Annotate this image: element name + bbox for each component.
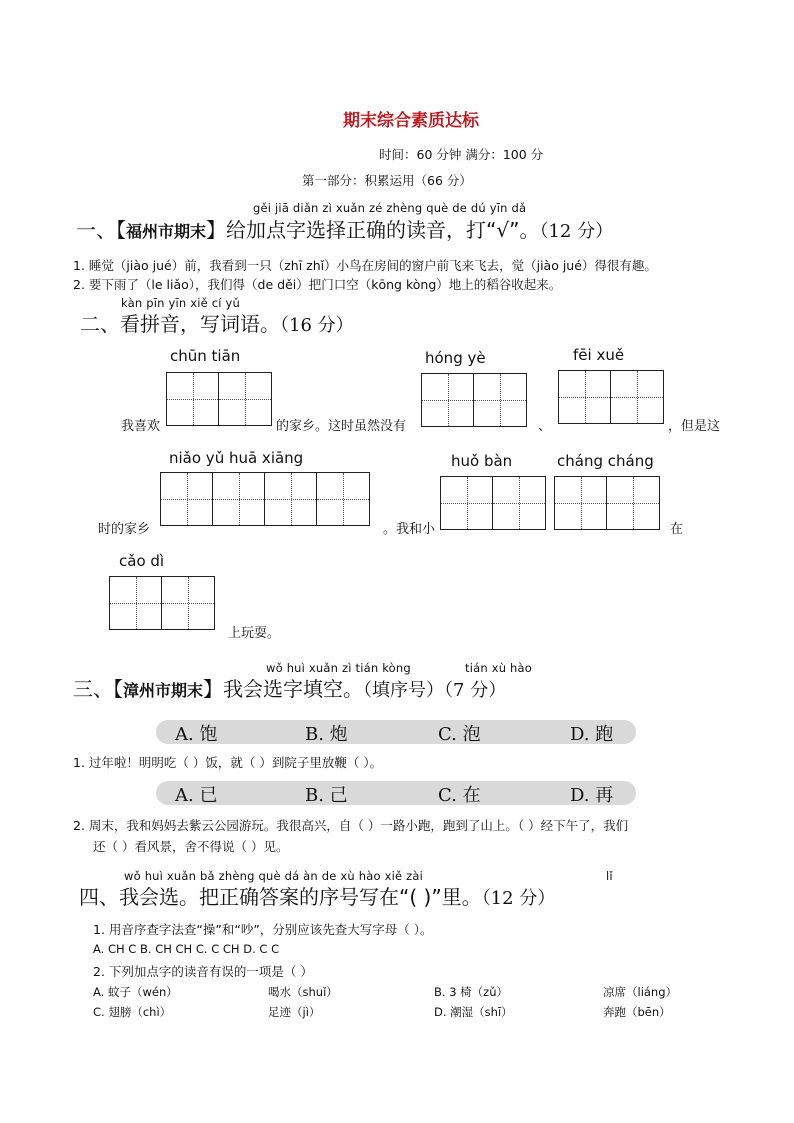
section3-prefix: 三、【 [73,677,123,701]
q2-item: C. 翅膀（chì） [93,1005,172,1019]
section4-q1: 1. 用音序查字法查“操”和“吵”，分别应该先查大写字母（ ）。 [93,922,433,937]
section1-heading [76,214,613,243]
section3-q1: 1. 过年啦！明明吃（ ）饭，就（ ）到院子里放鞭（ ）。 [73,755,383,770]
section1-q1: 1. 睡觉（jiào jué）前，我看到一只（zhī zhǐ）小鸟在房间的窗户前飞来飞去，觉（jiào jué）得很有趣。 [73,258,657,273]
page-title: 期末综合素质达标 [343,111,479,131]
text1: 我喜欢 [121,419,161,434]
section1-prefix: 一、【 [76,218,126,242]
time-score: 时间：60 分钟 满分：100 分 [379,147,544,162]
word4-box[interactable] [160,472,370,526]
word7-pinyin: cǎo dì [119,552,165,570]
options-bar-2 [156,781,636,805]
section3-source: 漳州市期末 [123,681,204,700]
text2: 的家乡。这时虽然没有 [276,419,407,434]
option2-c: C. 在 [438,785,481,806]
word2-box[interactable] [421,373,527,427]
word5-pinyin: huǒ bàn [451,452,513,470]
section2-text: 二、看拼音，写词语。 [80,312,280,336]
section2-heading [80,308,354,337]
q2-item: 凉席（liáng） [603,985,678,999]
section3-pinyin2: tián xù hào [465,661,533,675]
section3-text: 】我会选字填空。 [203,677,364,701]
text7: 在 [670,522,684,537]
section2-score: （16 分） [280,315,354,336]
section4-q1-options: A. CH C B. CH CH C. C CH D. C C [93,942,280,956]
word4-pinyin: niǎo yǔ huā xiāng [169,449,304,467]
section3-score: （7 分） [444,680,507,701]
section3-q2a: 2. 周末，我和妈妈去紫云公园游玩。我很高兴，自（ ）一路小跑，跑到了山上。（ ）经下午了，我们 [73,818,629,833]
section1-pinyin: gěi jiā diǎn zì xuǎn zé zhèng què de dú yīn dǎ [253,201,527,215]
part1-heading: 第一部分：积累运用（66 分） [302,173,472,188]
option1-b: B. 炮 [305,724,348,745]
section1-score: （12 分） [539,221,614,242]
section1-source: 福州市期末 [126,222,207,241]
option2-a: A. 已 [175,785,218,806]
text6: 。我和小 [383,522,436,537]
q2-item: 喝水（shuǐ） [268,985,338,999]
option1-a: A. 饱 [175,724,218,745]
word5-box[interactable] [440,476,546,530]
section3-q2b: 还（ ）看风景，舍不得说（ ）见。 [93,839,289,854]
section4-heading [79,881,555,910]
q2-item: A. 蚊子（wén） [93,985,178,999]
section4-text: 四、我会选。把正确答案的序号写在“( )”里。 [79,885,482,909]
text3: 、 [538,419,552,434]
word1-box[interactable] [166,372,272,426]
section2-pinyin: kàn pīn yīn xiě cí yǔ [121,296,241,310]
word6-pinyin: cháng cháng [557,452,654,470]
option1-d: D. 跑 [570,724,614,745]
word3-pinyin: fēi xuě [573,346,625,364]
q2-item: 足迹（jì） [268,1005,321,1019]
word3-box[interactable] [558,370,664,424]
word6-box[interactable] [554,476,660,530]
q2-item: D. 潮湿（shī） [434,1005,513,1019]
section3-paren: （填序号） [363,680,445,701]
option2-b: B. 己 [305,785,348,806]
option1-c: C. 泡 [438,724,481,745]
word1-pinyin: chūn tiān [170,347,241,365]
section3-heading [73,673,506,702]
section3-pinyin1: wǒ huì xuǎn zì tián kòng [266,661,411,675]
option2-d: D. 再 [570,785,614,806]
section4-pinyin-li: lǐ [606,869,613,883]
section1-text: 】给加点字选择正确的读音，打“√”。 [206,218,540,242]
text8: 上玩耍。 [228,626,281,641]
options-bar-1 [156,720,636,744]
text4: ，但是这 [668,419,721,434]
section1-q2: 2. 要下雨了（le liǎo），我们得（de děi）把门口空（kōng kòng）地上的稻谷收起来。 [73,277,562,292]
q2-item: B. 3 椅（zǔ） [434,985,508,999]
text5: 时的家乡 [98,522,151,537]
word2-pinyin: hóng yè [425,349,486,367]
word7-box[interactable] [109,576,215,630]
section4-pinyin: wǒ huì xuǎn bǎ zhèng què dá àn de xù hào xiě zài [124,869,423,883]
q2-item: 奔跑（bēn） [603,1005,671,1019]
section4-score: （12 分） [481,888,556,909]
section4-q2: 2. 下列加点字的读音有误的一项是（ ） [93,964,313,979]
